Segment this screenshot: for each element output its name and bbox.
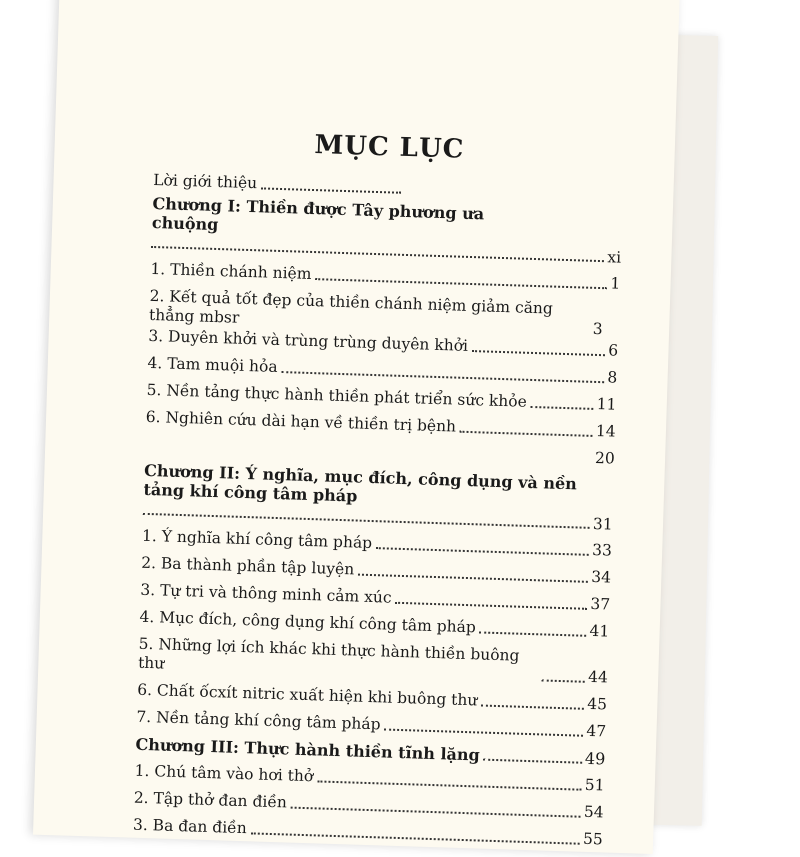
toc-chapter-title: Chương II: Ý nghĩa, mục đích, công dụng và nền tảng khí công tâm pháp [143, 460, 578, 506]
toc-title: MỤC LỤC [314, 130, 465, 165]
toc-entry-label: 2. Tập thở đan điền [133, 788, 288, 812]
toc-page-number: 31 [592, 514, 613, 534]
toc-entry-label: 5. Những lợi ích khác khi thực hành thiền buông thư [137, 634, 520, 673]
toc-page-number: 11 [596, 395, 617, 414]
toc-entry-text: 2. Kết quả tốt đẹp của thiền chánh niệm giảm căng thẳng mbsr [148, 286, 554, 327]
leader-dots [376, 547, 589, 556]
table-of-contents [132, 125, 624, 857]
toc-entry-label: 6. Chất ốcxít nitric xuất hiện khi buông thư [136, 680, 478, 710]
toc-page-number: 8 [607, 368, 618, 387]
toc-chapter-title: Chương III: Thực hành thiền tĩnh lặng [135, 734, 481, 765]
toc-page-number: 34 [591, 567, 612, 587]
toc-entry-label: 2. Ba thành phần tập luyện [140, 553, 355, 579]
toc-page-number: 45 [587, 694, 608, 714]
leader-dots [395, 602, 587, 610]
leader-dots [281, 371, 604, 383]
toc-entry [133, 816, 603, 850]
leader-dots [542, 679, 585, 682]
toc-entry-label: 3. Tự tri và thông minh cảm xúc [140, 580, 392, 607]
toc-entry-label: 3. Duyên khởi và trùng trùng duyên khởi [148, 326, 469, 355]
toc-entry-label: 1. Chú tâm vào hơi thở [134, 761, 314, 786]
leader-dots [531, 406, 594, 410]
leader-dots [315, 278, 607, 289]
leader-dots [261, 187, 401, 193]
toc-chapter-title: Chương I: Thiền được Tây phương ưa chuộng [151, 193, 485, 235]
leader-dots [358, 574, 588, 583]
toc-entry-label: 5. Nền tảng thực hành thiền phát triển sức khỏe [146, 380, 528, 411]
toc-entry-label: 1. Thiền chánh niệm [150, 259, 312, 283]
toc-page-number: 1 [610, 274, 621, 293]
toc-page-number: 49 [584, 748, 606, 769]
toc-entry-label: 3. Ba đan điền [132, 815, 247, 838]
leader-dots [143, 513, 590, 529]
toc-entry-label: 6. Nghiên cứu dài hạn về thiền trị bệnh [145, 407, 457, 436]
toc-page-number: 54 [583, 802, 604, 822]
leader-dots [384, 729, 583, 737]
leader-dots [480, 631, 587, 636]
toc-entry-label: 1. Ý nghĩa khí công tâm pháp [141, 526, 373, 553]
toc-page-number: 33 [591, 540, 613, 560]
toc-entry-label: 4. Mục đích, công dụng khí công tâm pháp [139, 607, 477, 637]
leader-dots [460, 431, 593, 437]
toc-page-number: 3 [592, 319, 603, 339]
toc-entry [138, 635, 609, 688]
leader-dots [472, 350, 605, 356]
toc-page-number: 6 [607, 341, 619, 360]
toc-entry-label: 4. Tam muội hỏa [147, 353, 278, 376]
toc-entry-label: 7. Nền tảng khí công tâm pháp [136, 707, 381, 734]
leader-dots [481, 705, 584, 710]
toc-page-number: xi [607, 248, 622, 267]
leader-dots [151, 246, 604, 262]
toc-page-number: 41 [589, 621, 610, 641]
leader-dots [251, 832, 580, 844]
toc-page-number: 51 [584, 775, 605, 795]
toc-page-number: 37 [590, 594, 611, 614]
toc-page-number: 14 [595, 422, 616, 441]
toc-entry-label: Lời giới thiệu [152, 170, 258, 193]
leader-dots [291, 807, 581, 818]
toc-page-number: 20 [594, 448, 616, 468]
toc-page-number: 47 [586, 721, 607, 741]
toc-page-number: 55 [582, 829, 604, 849]
leader-dots [484, 759, 582, 764]
leader-dots [317, 780, 582, 790]
toc-page-number: 44 [587, 667, 609, 687]
